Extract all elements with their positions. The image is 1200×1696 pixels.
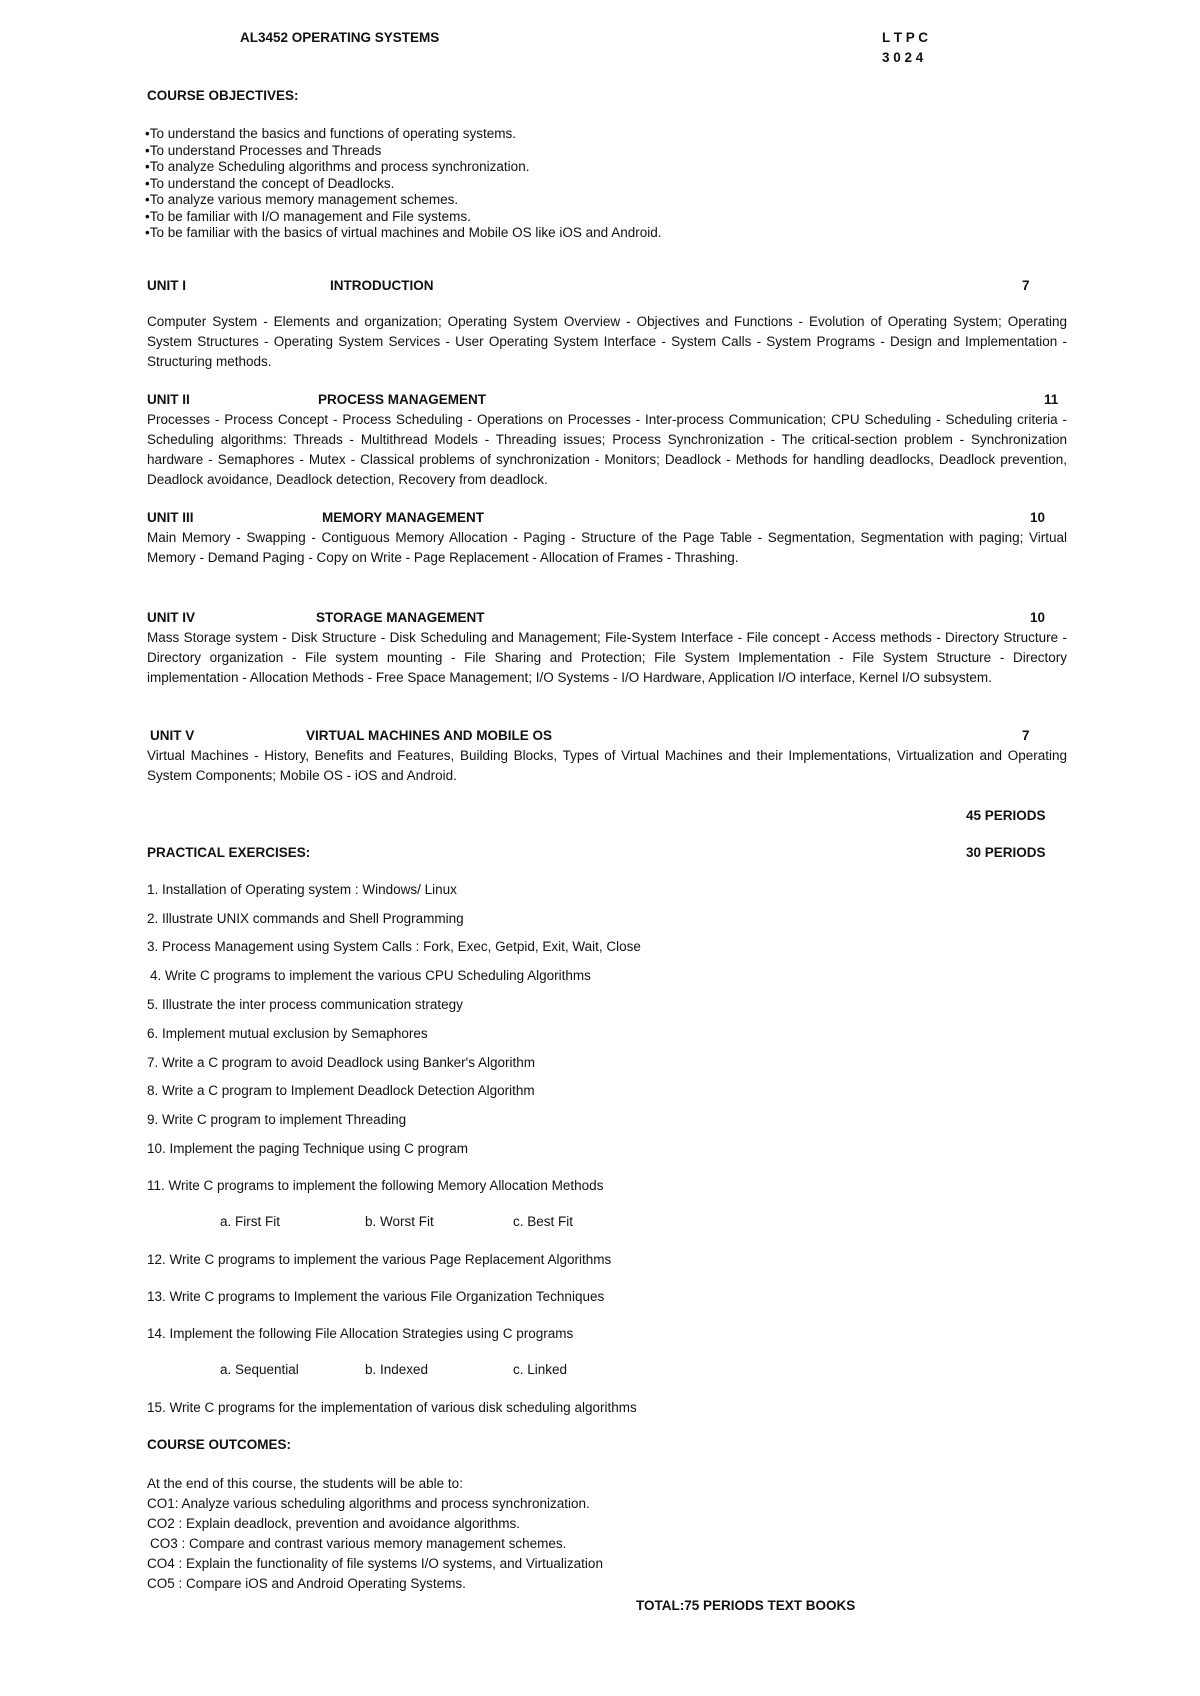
memory-method-option: b. Worst Fit bbox=[365, 1214, 434, 1229]
memory-method-option: a. First Fit bbox=[220, 1214, 280, 1229]
unit-label: UNIT IV bbox=[147, 610, 196, 625]
total-periods: TOTAL:75 PERIODS TEXT BOOKS bbox=[636, 1598, 856, 1613]
outcome-item: CO1: Analyze various scheduling algorithms and process synchronization. bbox=[147, 1496, 590, 1511]
file-strategy-option: a. Sequential bbox=[220, 1362, 299, 1377]
objective-item: • To analyze various memory management schemes. bbox=[145, 192, 661, 209]
file-strategy-option: b. Indexed bbox=[365, 1362, 429, 1377]
file-strategy-option: c. Linked bbox=[513, 1362, 568, 1377]
practical-periods: 30 PERIODS bbox=[966, 845, 1046, 860]
objective-item: • To be familiar with the basics of virtual machines and Mobile OS like iOS and Android. bbox=[145, 225, 661, 242]
objective-item: • To understand the concept of Deadlocks. bbox=[145, 176, 661, 193]
outcome-item: CO4 : Explain the functionality of file systems I/O systems, and Virtualization bbox=[147, 1556, 603, 1571]
unit-title: MEMORY MANAGEMENT bbox=[322, 510, 484, 525]
unit-label: UNIT I bbox=[147, 278, 186, 293]
unit-hours: 10 bbox=[1030, 610, 1046, 625]
unit-hours: 7 bbox=[1022, 278, 1030, 293]
theory-periods: 45 PERIODS bbox=[966, 808, 1046, 823]
unit-hours: 7 bbox=[1022, 728, 1030, 743]
exercise-item: 15. Write C programs for the implementation of various disk scheduling algorithms bbox=[147, 1400, 637, 1415]
outcome-item: CO5 : Compare iOS and Android Operating Systems. bbox=[147, 1576, 466, 1591]
unit-content: Processes - Process Concept - Process Scheduling - Operations on Processes - Inter-process Communication; CPU Scheduling - Scheduling criteria - Scheduling algorithms: Threads - Multithread Models - Threading issues; Process Synchronization - The critical-section problem - Synchronization hardware - Semaphores - Mutex - Classical problems of synchronization - Monitors; Deadlock - Methods for handling deadlocks, Deadlock prevention, Deadlock avoidance, Deadlock detection, Recovery from deadlock. bbox=[147, 412, 1067, 487]
unit-label: UNIT V bbox=[150, 728, 195, 743]
ltpc-values: 3 0 2 4 bbox=[882, 50, 924, 65]
unit-content: Mass Storage system - Disk Structure - Disk Scheduling and Management; File-System Interface - File concept - Access methods - Directory Structure - Directory organization - File system mounting - File Sharing and Protection; File System Implementation - File System Structure - Directory implementation - Allocation Methods - Free Space Management; I/O Systems - I/O Hardware, Application I/O interface, Kernel I/O subsystem. bbox=[147, 630, 1067, 685]
exercise-item: 5. Illustrate the inter process communication strategy bbox=[147, 997, 463, 1012]
exercise-item: 12. Write C programs to implement the various Page Replacement Algorithms bbox=[147, 1252, 612, 1267]
exercise-item: 2. Illustrate UNIX commands and Shell Programming bbox=[147, 911, 464, 926]
memory-method-option: c. Best Fit bbox=[513, 1214, 574, 1229]
unit-title: VIRTUAL MACHINES AND MOBILE OS bbox=[306, 728, 553, 743]
exercise-item: 4. Write C programs to implement the various CPU Scheduling Algorithms bbox=[150, 968, 591, 983]
exercise-item: 8. Write a C program to Implement Deadlock Detection Algorithm bbox=[147, 1083, 535, 1098]
outcome-item: CO2 : Explain deadlock, prevention and avoidance algorithms. bbox=[147, 1516, 520, 1531]
outcomes-intro: At the end of this course, the students will be able to: bbox=[147, 1476, 463, 1491]
exercise-item: 9. Write C program to implement Threading bbox=[147, 1112, 407, 1127]
ltpc-label: L T P C bbox=[882, 30, 929, 45]
unit-label: UNIT III bbox=[147, 510, 194, 525]
unit-title: PROCESS MANAGEMENT bbox=[318, 392, 487, 407]
exercise-item: 14. Implement the following File Allocation Strategies using C programs bbox=[147, 1326, 574, 1341]
unit-hours: 10 bbox=[1030, 510, 1046, 525]
practical-heading: PRACTICAL EXERCISES: bbox=[147, 845, 311, 860]
objective-item: • To understand the basics and functions of operating systems. bbox=[145, 126, 661, 143]
unit-label: UNIT II bbox=[147, 392, 190, 407]
outcomes-heading: COURSE OUTCOMES: bbox=[147, 1437, 292, 1452]
objective-item: • To analyze Scheduling algorithms and process synchronization. bbox=[145, 159, 661, 176]
exercise-item: 1. Installation of Operating system : Windows/ Linux bbox=[147, 882, 457, 897]
exercise-item: 10. Implement the paging Technique using C program bbox=[147, 1141, 468, 1156]
objective-item: • To understand Processes and Threads bbox=[145, 143, 661, 160]
exercise-item: 3. Process Management using System Calls : Fork, Exec, Getpid, Exit, Wait, Close bbox=[147, 939, 641, 954]
objective-item: • To be familiar with I/O management and File systems. bbox=[145, 209, 661, 226]
course-title: AL3452 OPERATING SYSTEMS bbox=[240, 30, 440, 45]
outcome-item: CO3 : Compare and contrast various memory management schemes. bbox=[150, 1536, 567, 1551]
exercise-item: 11. Write C programs to implement the following Memory Allocation Methods bbox=[147, 1178, 604, 1193]
unit-hours: 11 bbox=[1044, 392, 1059, 407]
exercise-item: 7. Write a C program to avoid Deadlock using Banker's Algorithm bbox=[147, 1055, 536, 1070]
objectives-heading: COURSE OBJECTIVES: bbox=[147, 88, 299, 103]
objectives-list bbox=[145, 126, 661, 242]
unit-title: INTRODUCTION bbox=[330, 278, 434, 293]
unit-content: Main Memory - Swapping - Contiguous Memory Allocation - Paging - Structure of the Page Table - Segmentation, Segmentation with paging; Virtual Memory - Demand Paging - Copy on Write - Page Replacement - Allocation of Frames - Thrashing. bbox=[147, 530, 1067, 565]
unit-content: Computer System - Elements and organization; Operating System Overview - Objectives and Functions - Evolution of Operating System; Operating System Structures - Operating System Services - User Operating System Interface - System Calls - System Programs - Design and Implementation - Structuring methods. bbox=[147, 314, 1067, 369]
exercise-item: 6. Implement mutual exclusion by Semaphores bbox=[147, 1026, 428, 1041]
unit-content: Virtual Machines - History, Benefits and Features, Building Blocks, Types of Virtual Machines and their Implementations, Virtualization and Operating System Components; Mobile OS - iOS and Android. bbox=[147, 748, 1067, 783]
unit-title: STORAGE MANAGEMENT bbox=[316, 610, 485, 625]
exercise-item: 13. Write C programs to Implement the various File Organization Techniques bbox=[147, 1289, 605, 1304]
